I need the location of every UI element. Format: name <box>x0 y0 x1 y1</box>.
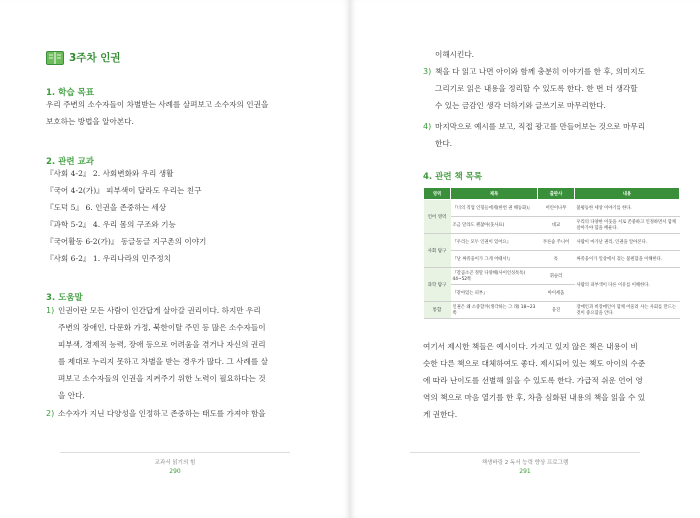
title-cell: 『우리는 모두 인권이 있어요』 <box>451 234 538 251</box>
subject-item: 『사회 6-2』 1. 우리나라의 민주정치 <box>46 254 172 263</box>
continued-text <box>435 46 685 63</box>
text-line: 에 따라 난이도를 선별해 읽을 수 있도록 한다. 가급적 쉬운 언어 영 <box>423 376 643 385</box>
publisher-cell: 어린이나무 <box>538 200 575 217</box>
title-cell: 『갈곰소곤 정말 다양해(사이언싱톡톡) 44~52쪽 <box>451 268 538 285</box>
col-header: 영역 <box>424 188 451 200</box>
text-line: 이해시킨다. <box>435 50 475 59</box>
chapter-title: 3주차 인권 <box>69 52 121 64</box>
tip-item-3 <box>423 63 688 114</box>
content-cell: 장애인과 비장애인이 함께 어울려 사는 사회를 만드는 것이 중요함을 안다. <box>575 302 680 319</box>
text-line: 게 권한다. <box>423 410 458 419</box>
publisher-cell: 아이세움 <box>538 285 575 302</box>
goals-text <box>46 96 336 130</box>
publisher-cell: 웅진 <box>538 302 575 319</box>
text-line: 보호하는 방법을 알아본다. <box>46 117 134 126</box>
col-header: 출판사 <box>538 188 575 200</box>
tip-item-4 <box>423 118 688 152</box>
table-row <box>424 251 680 268</box>
book-list-table <box>423 187 680 319</box>
section-heading-tips: 3. 도움말 <box>46 293 83 303</box>
text-line: 수 있는 금감인 생각 더하기와 글쓰기로 마무리한다. <box>435 101 606 110</box>
content-cell: 사람이 마가난 권리, 인권을 알아본다. <box>575 234 680 251</box>
subject-item: 『국어 4-2(가)』 피부색이 달라도 우리는 친구 <box>46 186 202 195</box>
table-row <box>424 234 680 251</box>
item-number: 4) <box>423 122 432 131</box>
section-heading-books: 4. 관련 책 목록 <box>423 172 483 182</box>
text-line: 피부색, 경제적 능력, 장애 등으로 어려움을 겪거나 자신의 권리 <box>58 340 266 349</box>
footer-title: 책생바링 2 독서 능력 향상 프로그램 <box>481 460 569 466</box>
publisher-cell: 톡 <box>538 251 575 268</box>
area-cell: 사회 탐구 <box>424 234 451 268</box>
item-number: 3) <box>423 67 432 76</box>
table-row <box>424 200 680 217</box>
text-line: 여기서 제시한 책들은 예시이다. 가지고 있지 않은 책은 내용이 비 <box>423 342 638 351</box>
table-row <box>424 268 680 285</box>
footer-divider <box>410 452 640 453</box>
text-line: 을 안다. <box>58 391 85 400</box>
text-line: 소수자가 지닌 다양성을 인정하고 존중하는 태도를 가져야 함을 <box>58 409 266 418</box>
after-table-text <box>423 338 688 423</box>
item-number: 2) <box>46 409 55 418</box>
content-cell: 우리의 다양한 이웃을 서로 존중하고 인정하면서 함께 살아가야 함을 배운다. <box>575 217 680 234</box>
subject-item: 『과학 5-2』 4. 우리 몸의 구조와 기능 <box>46 220 176 229</box>
subject-item: 『국어활동 6-2(가)』 동글동글 지구촌의 이야기 <box>46 237 207 246</box>
subject-item: 『사회 4-2』 2. 사회변화와 우리 생활 <box>46 169 174 178</box>
content-cell: 불평등한 세상 이야기를 한다. <box>575 200 680 217</box>
publisher-cell: 푸른숲 주니어 <box>538 234 575 251</box>
publisher-cell: 휘슬러 <box>538 268 575 285</box>
table-row <box>424 217 680 234</box>
text-line: 우리 주변의 소수자들이 차별받는 사례를 살펴보고 소수자의 인권을 <box>46 100 269 109</box>
table-header-row <box>424 188 680 200</box>
text-line: 펴보고 소수자들의 인권을 지켜주기 위한 노력이 필요하다는 것 <box>58 374 266 383</box>
table-row <box>424 302 680 319</box>
tip-item-2 <box>46 405 336 422</box>
text-line: 그리기로 읽은 내용을 정리할 수 있도록 한다. 한 번 더 생각할 <box>435 84 638 93</box>
title-cell: 『난 짜쥬웅이가 그게 어때서!』 <box>451 251 538 268</box>
area-cell: 과학 탐구 <box>424 268 451 302</box>
title-cell: 『같아있는 피부』 <box>451 285 538 302</box>
text-line: 주변의 장애인, 다문화 가정, 북한이탈 주민 등 많은 소수자들이 <box>58 323 266 332</box>
content-cell: 짜쥬웅이가 일상에서 겪는 불편함을 이해한다. <box>575 251 680 268</box>
section-heading-subjects: 2. 관련 교과 <box>46 157 94 167</box>
text-line: 슷한 다른 책으로 대체하여도 좋다. 제시되어 있는 책도 아이의 수준 <box>423 359 646 368</box>
subjects-list <box>46 165 336 267</box>
section-heading-goals: 1. 학습 목표 <box>46 88 94 98</box>
text-line: 책을 다 읽고 나면 아이와 함께 충분히 이야기를 한 후, 의미지도 <box>435 67 645 76</box>
col-header: 내용 <box>575 188 680 200</box>
text-line: 마지막으로 예시를 보고, 직접 광고를 만들어보는 것으로 마무리 <box>435 122 646 131</box>
item-number: 1) <box>46 306 55 315</box>
page-number: 290 <box>169 468 181 475</box>
footer-divider <box>60 452 290 453</box>
col-header: 제목 <box>451 188 538 200</box>
tip-item-1 <box>46 302 336 404</box>
text-line: 인권이란 모든 사람이 인간답게 살아갈 권리이다. 하지만 우리 <box>58 306 261 315</box>
chapter-header <box>46 50 121 65</box>
title-cell: 인권은 왜 소중할까(생각하는 그 래) 18~23쪽 <box>451 302 538 319</box>
content-cell: 사람의 피부색이 다른 이유를 이해한다. <box>575 268 680 302</box>
text-line: 를 제대로 누리지 못하고 차별을 받는 경우가 많다. 그 사례를 살 <box>58 357 268 366</box>
footer-title: 교과서 읽기의 힘 <box>154 460 196 466</box>
title-cell: 조금 달라도 괜찮아(웃사표) <box>451 217 538 234</box>
title-cell: 『너의 직업 인형들에게(한번 권 해동화)』 <box>451 200 538 217</box>
area-cell: 언어 영역 <box>424 200 451 234</box>
publisher-cell: 대교 <box>538 217 575 234</box>
area-cell: 통합 <box>424 302 451 319</box>
page-number: 291 <box>519 468 531 475</box>
book-icon <box>46 51 64 65</box>
subject-item: 『도덕 5』 6. 인권을 존중하는 세상 <box>46 203 167 212</box>
text-line: 한다. <box>435 139 453 148</box>
text-line: 역의 책으로 마음 열기를 한 후, 차츰 심화된 내용의 책을 읽을 수 있 <box>423 393 646 402</box>
